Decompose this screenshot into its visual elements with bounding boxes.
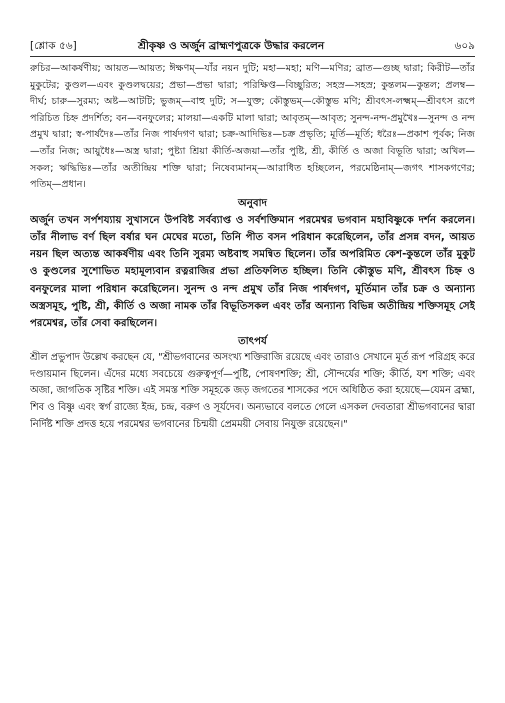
- chapter-title: শ্রীকৃষ্ণ ও অর্জুন ব্রাহ্মণপুত্রকে উদ্ধার করলেন: [138, 40, 325, 52]
- translation-text: অর্জুন তখন সর্পশয্যায় সুখাসনে উপবিষ্ট সর্বব্যাপ্ত ও সর্বশক্তিমান পরমেশ্বর ভগবান মহাবিষ্ণুকে দর্শন করলেন। তাঁর নীলাভ বর্ণ ছিল বর্ষার ঘন মেঘের মতো, তিনি পীত বসন পরিধান করেছিলেন, তাঁর প্রসন্ন বদন, আয়ত নয়ন ছিল অত্যন্ত আকর্ষণীয় এবং তিনি সুরম্য অষ্টবাহু সমন্বিত ছিলেন। তাঁর অপরিমিত কেশ-কুন্তলে তাঁর মুকুট ও কুণ্ডলের সুশোভিত মহামূল্যবান রত্নরাজির প্রভা প্রতিফলিত হচ্ছিল। তিনি কৌস্তুভ মণি, শ্রীবৎস চিহ্ন ও বনফুলের মালা পরিধান করেছিলেন। সুনন্দ ও নন্দ প্রমুখ তাঁর নিজ পার্ষদগণ, মূর্তিমান তাঁর চক্র ও অন্যান্য অস্ত্রসমূহ, পুষ্টি, শ্রী, কীর্তি ও অজা নামক তাঁর বিভূতিসকল এবং তাঁর অন্যান্য বিভিন্ন অতীন্দ্রিয় শক্তিসমূহ সেই পরমেশ্বর, তাঁর সেবা করছিলেন।: [30, 214, 475, 329]
- verse-reference: [শ্লোক ৫৬]: [30, 40, 77, 52]
- purport-text: শ্রীল প্রভুপাদ উল্লেখ করছেন যে, "শ্রীভগবানের অসংখ্য শক্তিরাজি রয়েছে এবং তারাও সেখানে মূর্ত রূপ পরিগ্রহ করে দণ্ডায়মান ছিলেন। এঁদের মধ্যে সবচেয়ে গুরুত্বপূর্ণ—পুষ্টি, পোষণশক্তি; শ্রী, সৌন্দর্যের শক্তি; কীর্তি, যশ শক্তি; এবং অজা, জাগতিক সৃষ্টির শক্তি। এই সমস্ত শক্তি সমূহকে জড় জগতের শাসকের পদে অধিষ্ঠিত করা হয়েছে—যেমন ব্রহ্মা, শিব ও বিষ্ণু এবং স্বর্গ রাজ্যে ইন্দ্র, চন্দ্র, বরুণ ও সূর্যদেব। অন্যভাবে বলতে গেলে এসকল দেবতারা শ্রীভগবানের দ্বারা নির্দিষ্ট শক্তি প্রদত্ত হয়ে পরমেশ্বর ভগবানের চিন্ময়ী প্রেমময়ী সেবায় নিযুক্ত রয়েছেন।": [30, 352, 475, 430]
- purport-heading: তাৎপর্য: [238, 336, 267, 348]
- page-number: ৬০৯: [454, 40, 475, 52]
- word-for-word-glossary: রুচির—আকর্ষণীয়; আয়ত—আয়ত; ঈক্ষণম্—যাঁর নয়ন দুটি; মহা—মহা; মণি—মণির; ব্রাত—গুচ্ছ দ্বারা; কিরীট—তাঁর মুকুটের; কুণ্ডল—এবং কুণ্ডলদ্বয়ের; প্রভা—প্রভা দ্বারা; পরিক্ষিপ্ত—বিচ্ছুরিত; সহস্র—সহস্র; কুন্তলম—কুন্তল; প্রলম্ব—দীর্ঘ; চারু—সুরম্য; অষ্ট—আটটি; ভুজম্—বাহু দুটি; স—যুক্ত; কৌস্তুভম্—কৌস্তুভ মণি; শ্রীবৎস-লক্ষ্মম্—শ্রীবৎস রূপে পরিচিত চিহ্ন প্রদর্শিত; বন—বনফুলের; মালয়া—একটি মালা দ্বারা; আবৃতম্—আবৃত; সুনন্দ-নন্দ-প্রমুখৈঃ—সুনন্দ ও নন্দ প্রমুখ দ্বারা; স্ব-পার্ষদৈঃ—তাঁর নিজ পার্ষদগণ দ্বারা; চক্র-আদিভিঃ—চক্র প্রভৃতি; মূর্তি—মূর্তি; ধরৈঃ—প্রকাশ পূর্বক; নিজ—তাঁর নিজ; আয়ুধৈঃ—অস্ত্র দ্বারা; পুষ্ট্যা শ্রিয়া কীর্তি-অজয়া—তাঁর পুষ্টি, শ্রী, কীর্তি ও অজা বিভূতি দ্বারা; অখিল—সকল; ঋদ্ধিভিঃ—তাঁর অতীন্দ্রিয় শক্তি দ্বারা; নিষেব্যমানম্—আরাধিত হচ্ছিলেন, পরমেষ্ঠিনাম্—জগৎ শাসকগণের; পতিম্—প্রধান।: [30, 63, 475, 191]
- translation-heading: অনুবাদ: [238, 197, 267, 209]
- page-header: [30, 36, 475, 57]
- book-page: [30, 36, 475, 676]
